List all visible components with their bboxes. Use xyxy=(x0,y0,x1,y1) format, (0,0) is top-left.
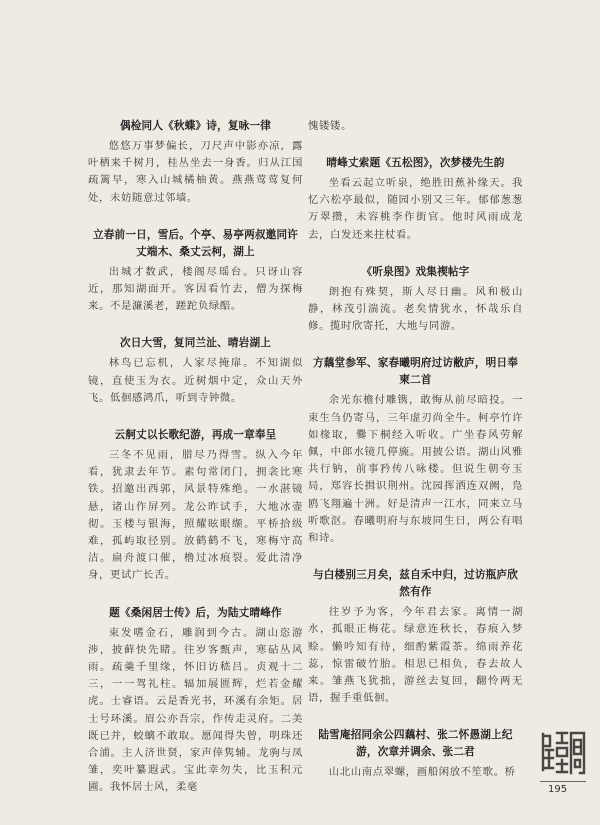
poem-title: 《听泉图》戏集禊帖字 xyxy=(361,265,470,278)
poem-body: 山北山南点翠螺，画船闲放不笙歌。桥 xyxy=(328,766,516,779)
continued-text: 愧镂镂。 xyxy=(308,120,352,132)
poem xyxy=(88,605,303,797)
poem xyxy=(88,118,303,207)
poem-body: 悠悠万事梦偏长，刀尺声中影亦凉，露叶栖来千树月，桂丛坐去一身香。归从江国疏篱早，寒入山城橘柚黄。燕燕莺莺复何处，未妨随意过邻墙。 xyxy=(88,140,303,204)
poem-body: 朗抱有殊契，斯人尽日幽。风和极山静，林茂引湍流。老矣情犹水，怀哉乐自修。揽时欣寄托，大地与同游。 xyxy=(308,285,523,333)
poem xyxy=(88,227,303,316)
seal-stamp-icon xyxy=(540,730,586,776)
poem xyxy=(308,355,523,547)
poem-title: 与白楼别三月矣，兹自禾中归，过访瓶庐欣然有作 xyxy=(312,569,519,599)
poem-title: 晴峰丈索题《五松图》，次梦楼先生韵 xyxy=(326,157,505,169)
poem xyxy=(308,155,523,244)
poem-title: 偶检同人《秋蝶》诗，复咏一律 xyxy=(119,120,272,132)
poem xyxy=(308,567,523,707)
poem xyxy=(308,264,523,336)
poem-body: 出城才数武，楼阁尽瑶台。只讶山容近，那知湖面开。客因看竹去，僧为探梅来。不是濂溪老，蹉跎负绿醅。 xyxy=(88,265,303,313)
poem-title: 立春前一日，雪后。个亭、易亭两叔邀同许丈端木、桑丈云柯，湖上 xyxy=(92,228,299,258)
poem-body: 三冬不见雨，腊尽乃得雪。纵入今年看，犹隶去年节。素句常闭门，拥衾比寒铁。招邀出西郭，风景特殊绝。一水湛镜悬，诸山作屏列。龙公昨试手，大地冰壶彻。玉楼与银海，照耀眩眼缬。平桥拾级难，孤屿取径别。放鹤鹤不飞，寒梅守高洁。扁舟渡口催，橹过冰痕裂。爱此清净身，更试广长舌。 xyxy=(88,449,303,582)
poem-body: 林鸟已忘机，人家尽掩扉。不知湖似镜，直使玉为衣。近树烟中定，众山天外飞。低徊感鸿爪，听到寺钟微。 xyxy=(88,357,303,404)
poem-body: 束发嗜金石，雕润到今古。湖山恣游涉，披藓快先睹。往岁客甄声，寒砧丛风雨。疏羹千里缘，怀旧访嵇吕。贞观十二三，一一驾礼柱。辐加展匮辉，烂若金耀虎。士睿语。云是香光书，环溪有余矩。居士号环溪。眉公亦吾宗，作传走灵府。二美既已并，蛟螭不敢取。愿闻得失曾，明珠还合浦。主人济世贤，家声倖隽辅。龙驹与凤雏，奕叶纂遐武。宝此幸勿失，比玉积元圃。我怀居士风，柔毫 xyxy=(88,626,303,794)
poem-title: 题《桑闲居士传》后，为陆丈晴峰作 xyxy=(109,606,282,619)
poem-body: 往岁予为客，今年君去家。离情一湖水，孤眼正梅花。绿意连秋长，春痕入梦赊。懒吟知有待，细酌紫霞茶。绵雨养花蕊，惊雷破竹胎。相思已相负，春去故人来。雏燕飞犹拙，游丝去复回，翻怜两无语，握手重低徊。 xyxy=(308,606,523,705)
right-column xyxy=(308,118,523,802)
poem-title: 陆雪庵招同余公四藕村、张二怀愚湖上纪游，次章并调余、张二君 xyxy=(318,729,513,759)
poem-title: 方藕堂参军、家春曦明府过访敝庐，明日奉柬二首 xyxy=(312,357,519,387)
page-number-rule xyxy=(540,781,586,782)
poem-title: 云舸丈以长歌纪游，再成一章奉呈 xyxy=(114,429,277,442)
poem-body: 坐看云起立听泉，绝胜田蕉补缘天。我忆六松亭最似，随园小别又三年。郁郁葱葱万翠攒，未容桃李作街官。他时风雨成龙去，白发还来拄杖看。 xyxy=(308,177,523,241)
poem xyxy=(88,335,303,407)
poem-body: 余光东檐付雕镌，敢悔从前尽暗投。一束生刍仍寄马，三年虚刃尚全牛。柯亭竹许如椽取，爨下桐经入听收。广坐春风劳解佩，中郎水镜几停旒。用披公语。湖山风雅共行钠，前事矜传八咏楼。但说生朝夸玉局，郑容长揖识荆州。沈园挥洒连双阙，凫鸥飞翔遍十洲。好是清声一江水，同来立马听歌沤。春曦明府与东坡同生日，两公有唱和诗。 xyxy=(308,394,523,545)
page-number: 195 xyxy=(548,784,568,795)
poem xyxy=(88,427,303,585)
poem xyxy=(308,727,523,781)
left-column xyxy=(88,118,303,817)
poem-title: 次日大雪，复同兰沚、晴岩湖上 xyxy=(119,337,272,350)
